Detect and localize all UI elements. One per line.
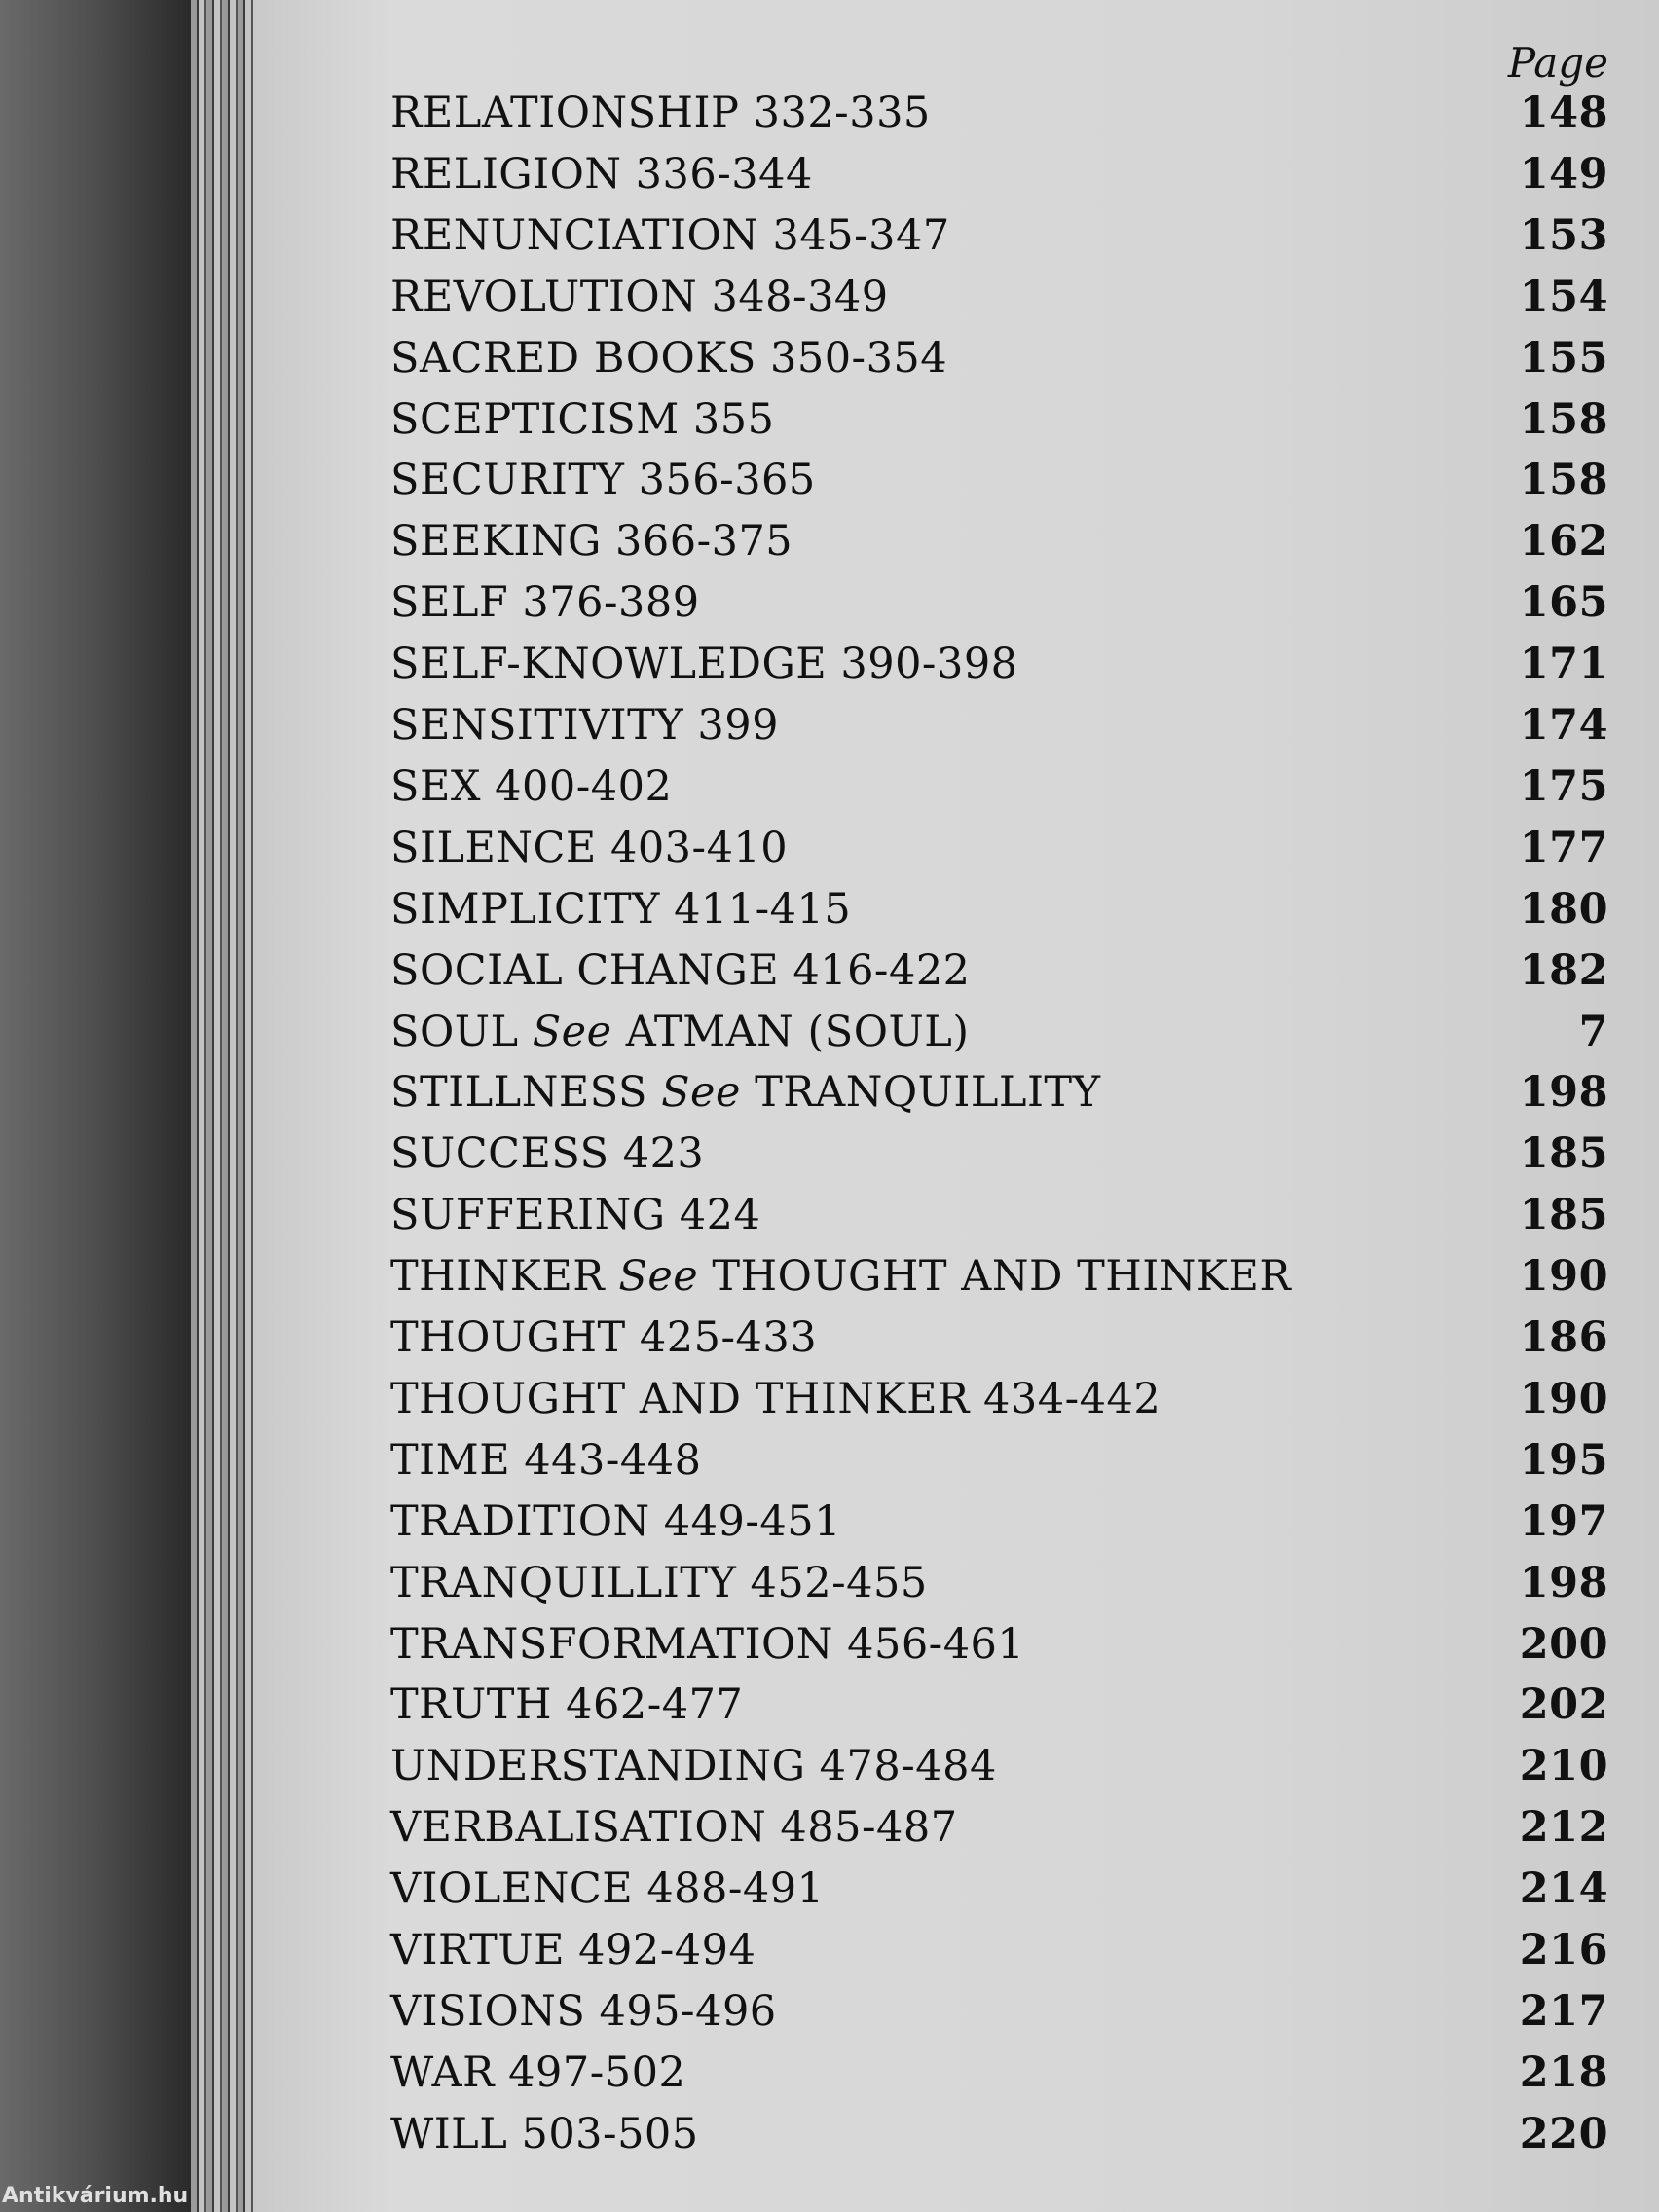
entry-term: SECURITY 356-365 [390, 456, 816, 505]
entry-label [390, 89, 1520, 137]
entry-label [390, 1129, 1520, 1178]
entry-page-number: 186 [1519, 1313, 1608, 1362]
entry-page-number: 175 [1519, 761, 1608, 811]
see-target: THOUGHT AND THINKER [712, 1252, 1292, 1302]
index-entry [390, 1860, 1608, 1918]
entry-page-number: 195 [1519, 1435, 1608, 1485]
entry-page-number: 214 [1519, 1864, 1608, 1914]
see-reference: See [532, 1007, 612, 1056]
entry-term: THOUGHT 425-433 [390, 1313, 818, 1362]
entry-label [390, 2110, 1520, 2158]
index-entry [390, 451, 1608, 509]
book-page [253, 0, 1659, 2212]
index-entry [390, 2044, 1608, 2102]
entry-label [390, 1680, 1520, 1729]
entry-label [390, 1497, 1520, 1546]
page-edges [191, 0, 253, 2212]
entry-page-number: 162 [1519, 517, 1608, 567]
index-entry [390, 573, 1608, 632]
entry-term: SUFFERING 424 [390, 1191, 761, 1240]
entry-page-number: 210 [1519, 1742, 1608, 1791]
index-entry [390, 635, 1608, 693]
entry-label [390, 1559, 1520, 1607]
entry-term: VERBALISATION 485-487 [390, 1803, 958, 1853]
entry-label [390, 273, 1520, 321]
entry-term: TRANQUILLITY 452-455 [390, 1558, 928, 1607]
entry-page-number: 165 [1519, 578, 1608, 628]
entry-term: SUCCESS 423 [390, 1129, 705, 1179]
see-target: TRANQUILLITY [755, 1068, 1101, 1118]
entry-label [390, 1191, 1520, 1239]
entry-label [390, 1313, 1520, 1362]
entry-page-number: 217 [1519, 1986, 1608, 2036]
index-entry [390, 1676, 1608, 1734]
index-entry [390, 1247, 1608, 1306]
index-entry [390, 880, 1608, 939]
index-entry [390, 206, 1608, 265]
entry-label [390, 517, 1520, 566]
entry-term: TRADITION 449-451 [390, 1496, 841, 1546]
index-entry [390, 819, 1608, 877]
index-entry [390, 1493, 1608, 1551]
entry-page-number: 149 [1519, 149, 1608, 199]
index-entry [390, 1982, 1608, 2041]
entry-page-number: 200 [1519, 1619, 1608, 1669]
entry-page-number: 190 [1519, 1374, 1608, 1423]
entry-page-number: 155 [1519, 333, 1608, 383]
entry-label [390, 946, 1520, 995]
entry-page-number: 174 [1519, 701, 1608, 750]
entry-term: SELF 376-389 [390, 578, 700, 628]
index-entry [390, 1921, 1608, 1979]
index-entry [390, 1309, 1608, 1367]
index-entry [390, 1737, 1608, 1795]
entry-term: SEEKING 366-375 [390, 517, 793, 567]
index-entry [390, 390, 1608, 449]
index-entry [390, 1431, 1608, 1490]
index-entry [390, 84, 1608, 142]
entry-label [390, 1008, 1579, 1056]
entry-page-number: 171 [1519, 640, 1608, 689]
index-entry [390, 1615, 1608, 1674]
entry-label [390, 1252, 1520, 1301]
watermark: Antikvárium.hu [2, 2184, 189, 2208]
entry-term: REVOLUTION 348-349 [390, 272, 889, 321]
entry-label [390, 150, 1520, 199]
entry-term: RELIGION 336-344 [390, 149, 813, 199]
entry-label [390, 1987, 1520, 2036]
entry-label [390, 885, 1520, 934]
entry-term: VIOLENCE 488-491 [390, 1864, 825, 1914]
entry-page-number: 212 [1519, 1803, 1608, 1853]
entry-term: RELATIONSHIP 332-335 [390, 89, 931, 137]
entry-page-number: 190 [1519, 1252, 1608, 1302]
index-entry [390, 757, 1608, 816]
entry-page-number: 185 [1519, 1129, 1608, 1179]
see-target: ATMAN (SOUL) [625, 1007, 970, 1056]
entry-term: SOUL [390, 1007, 519, 1056]
entry-term: WILL 503-505 [390, 2109, 699, 2158]
entry-term: SACRED BOOKS 350-354 [390, 333, 948, 383]
entry-page-number: 185 [1519, 1191, 1608, 1240]
entry-term: SILENCE 403-410 [390, 823, 789, 872]
entry-page-number: 153 [1519, 210, 1608, 260]
entry-term: UNDERSTANDING 478-484 [390, 1742, 997, 1791]
entry-term: TRUTH 462-477 [390, 1680, 744, 1730]
entry-label [390, 1864, 1520, 1913]
entry-label [390, 701, 1520, 750]
entry-page-number: 197 [1519, 1496, 1608, 1546]
entry-term: SCEPTICISM 355 [390, 394, 775, 444]
index-entry [390, 1124, 1608, 1183]
index-entry [390, 1063, 1608, 1122]
entry-label [390, 578, 1520, 627]
index-entry [390, 1554, 1608, 1612]
entry-term: THINKER [390, 1252, 606, 1302]
entry-label [390, 1803, 1520, 1852]
entry-page-number: 180 [1519, 884, 1608, 934]
entry-term: SELF-KNOWLEDGE 390-398 [390, 640, 1018, 689]
index-entry [390, 1186, 1608, 1244]
index-entry [390, 329, 1608, 387]
entry-label [390, 456, 1520, 504]
index-entry [390, 941, 1608, 1000]
entry-term: TIME 443-448 [390, 1435, 702, 1485]
index-entry [390, 145, 1608, 203]
entry-page-number: 218 [1519, 2047, 1608, 2097]
index-entry [390, 512, 1608, 571]
entry-page-number: 158 [1519, 456, 1608, 505]
index-entry [390, 1798, 1608, 1857]
entry-label [390, 395, 1520, 444]
index-entry [390, 2105, 1608, 2163]
index-entry [390, 1370, 1608, 1428]
see-reference: See [661, 1068, 741, 1118]
entry-term: VIRTUE 492-494 [390, 1926, 756, 1974]
entry-term: WAR 497-502 [390, 2047, 686, 2097]
entry-page-number: 220 [1519, 2109, 1608, 2158]
entry-label [390, 2048, 1520, 2097]
desk-background [0, 0, 191, 2212]
entry-label [390, 1620, 1520, 1669]
entry-label [390, 334, 1520, 383]
entry-term: TRANSFORMATION 456-461 [390, 1619, 1025, 1669]
entry-page-number: 182 [1519, 945, 1608, 995]
entry-term: SOCIAL CHANGE 416-422 [390, 945, 971, 995]
see-reference: See [618, 1252, 699, 1302]
entry-page-number: 198 [1519, 1068, 1608, 1118]
entry-page-number: 7 [1578, 1007, 1608, 1056]
entry-label [390, 1068, 1520, 1117]
entry-label [390, 1926, 1520, 1974]
entry-label [390, 211, 1520, 260]
index-entry [390, 1003, 1608, 1061]
index-entry [390, 696, 1608, 755]
entry-page-number: 202 [1519, 1680, 1608, 1730]
entry-page-number: 216 [1519, 1926, 1608, 1974]
entry-page-number: 148 [1519, 89, 1608, 137]
entry-label [390, 640, 1520, 688]
entry-term: VISIONS 495-496 [390, 1986, 777, 2036]
entry-page-number: 154 [1519, 272, 1608, 321]
entry-page-number: 158 [1519, 394, 1608, 444]
entry-label [390, 1436, 1520, 1485]
entry-term: RENUNCIATION 345-347 [390, 210, 950, 260]
entry-term: SENSITIVITY 399 [390, 701, 779, 750]
entry-page-number: 177 [1519, 823, 1608, 872]
page-column-header: Page [1507, 39, 1608, 87]
entry-label [390, 1742, 1520, 1790]
entry-label [390, 1375, 1520, 1423]
entry-label [390, 762, 1520, 811]
entry-label [390, 824, 1520, 872]
entry-term: THOUGHT AND THINKER 434-442 [390, 1374, 1161, 1423]
entry-term: STILLNESS [390, 1068, 647, 1118]
entry-term: SEX 400-402 [390, 761, 673, 811]
entry-page-number: 198 [1519, 1558, 1608, 1607]
index-entry [390, 268, 1608, 326]
entry-term: SIMPLICITY 411-415 [390, 884, 852, 934]
